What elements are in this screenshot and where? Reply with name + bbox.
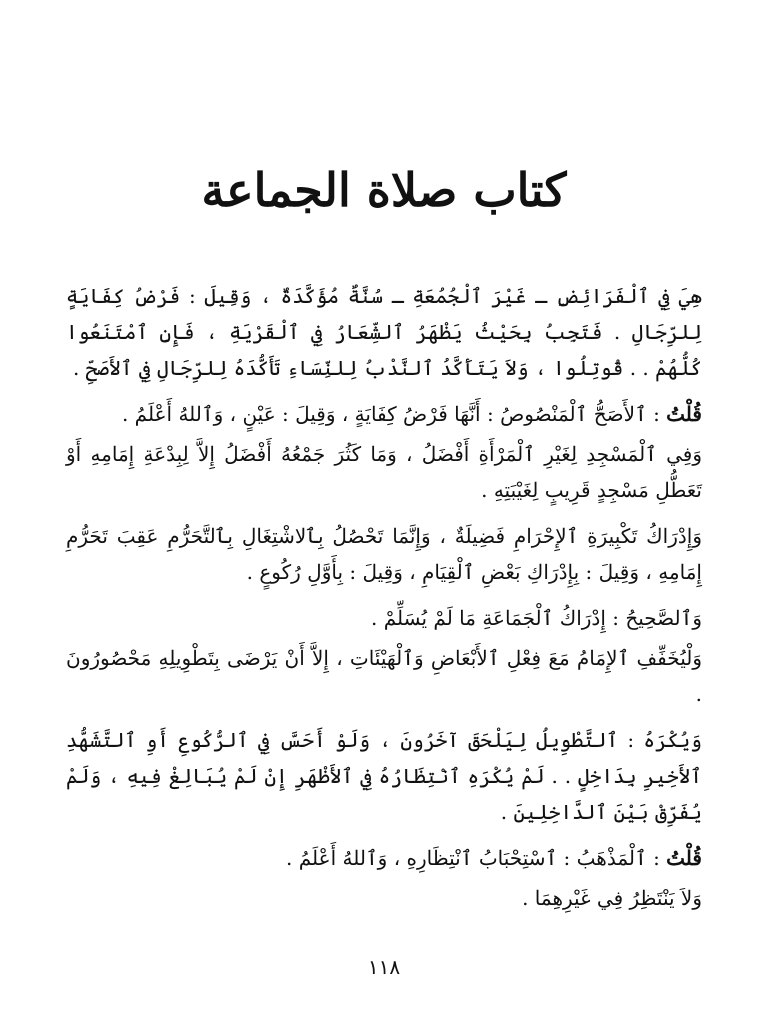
qultu-lead: قُلْتُ <box>666 846 702 870</box>
paragraph-6 <box>66 640 702 712</box>
paragraph-text: هِيَ فِي ٱلْفَرَائِضِ ـ غَيْرَ ٱلْجُمُعَةِ ـ سُنَّةٌ مُؤَكَّدَةٌ ، وَقِيلَ : فَرْضُ كِفَايَةٍ لِلرِّجَالِ . فَتَجِبُ بِحَيْثُ يَظْهَرُ ٱلشِّعَارُ فِي ٱلْقَرْيَةِ ، فَإِنِ ٱمْتَنَعُوا كُلُّهُمْ . . قُوتِلُوا ، وَلاَ يَتَأَكَّدُ ٱلنَّدْبُ لِلنِّسَاءِ تَأَكُّدَهُ لِلرِّجَالِ فِي ٱلأَصَحِّ . <box>66 284 702 380</box>
paragraph-text: وَٱلصَّحِيحُ : إِدْرَاكُ ٱلْجَمَاعَةِ مَا لَمْ يُسَلِّمْ . <box>370 606 702 630</box>
paragraph-1 <box>66 278 702 386</box>
qultu-lead: قُلْتُ <box>666 402 702 426</box>
paragraph-text: وَإِدْرَاكُ تَكْبِيرَةِ ٱلإِحْرَامِ فَضِيلَةٌ ، وَإِنَّمَا تَحْصُلُ بِٱلاشْتِغَالِ بِٱلتَّحَرُّمِ عَقِبَ تَحَرُّمِ إِمَامِهِ ، وَقِيلَ : بِإِدْرَاكِ بَعْضِ ٱلْقِيَامِ ، وَقِيلَ : بِأَوَّلِ رُكُوعٍ . <box>66 524 702 584</box>
paragraph-7 <box>66 722 702 830</box>
paragraph-5 <box>66 600 702 636</box>
paragraph-8 <box>66 840 702 876</box>
paragraph-2 <box>66 396 702 432</box>
body-text <box>66 278 702 926</box>
paragraph-4 <box>66 518 702 590</box>
paragraph-3 <box>66 436 702 508</box>
paragraph-text: وَلْيُخَفِّفِ ٱلإِمَامُ مَعَ فِعْلِ ٱلأَبْعَاضِ وَٱلْهَيْئَاتِ ، إِلاَّ أَنْ يَرْضَى بِتَطْوِيلِهِ مَحْصُورُونَ . <box>66 646 702 706</box>
paragraph-text: وَلاَ يَنْتَظِرُ فِي غَيْرِهِمَا . <box>522 886 702 910</box>
paragraph-text: : ٱلأَصَحُّ ٱلْمَنْصُوصُ : أَنَّهَا فَرْضُ كِفَايَةٍ ، وَقِيلَ : عَيْنٍ ، وَٱللهُ أَعْلَمُ . <box>121 402 667 426</box>
paragraph-text: وَيُكْرَهُ : ٱلتَّطْوِيلُ لِيَلْحَقَ آخَرُونَ ، وَلَوْ أَحَسَّ فِي ٱلرُّكُوعِ أَوِ ٱلتَّشَهُّدِ ٱلأَخِيرِ بِدَاخِلٍ . . لَمْ يُكْرَهِ ٱنْتِظَارُهُ فِي ٱلأَظْهَرِ إِنْ لَمْ يُبَالِغْ فِيهِ ، وَلَمْ يُفَرِّقْ بَيْنَ ٱلدَّاخِلِينَ . <box>66 728 702 824</box>
paragraph-9 <box>66 880 702 916</box>
chapter-title: كتاب صلاة الجماعة <box>201 163 567 217</box>
paragraph-text: وَفِي ٱلْمَسْجِدِ لِغَيْرِ ٱلْمَرْأَةِ أَفْضَلُ ، وَمَا كَثُرَ جَمْعُهُ أَفْضَلُ إِلاَّ لِبِدْعَةِ إِمَامِهِ أَوْ تَعَطُّلِ مَسْجِدٍ قَرِيبٍ لِغَيْبَتِهِ . <box>66 442 702 502</box>
page-number: ١١٨ <box>367 955 401 979</box>
paragraph-text: : ٱلْمَذْهَبُ : ٱسْتِحْبَابُ ٱنْتِظَارِهِ ، وَٱللهُ أَعْلَمُ . <box>286 846 667 870</box>
